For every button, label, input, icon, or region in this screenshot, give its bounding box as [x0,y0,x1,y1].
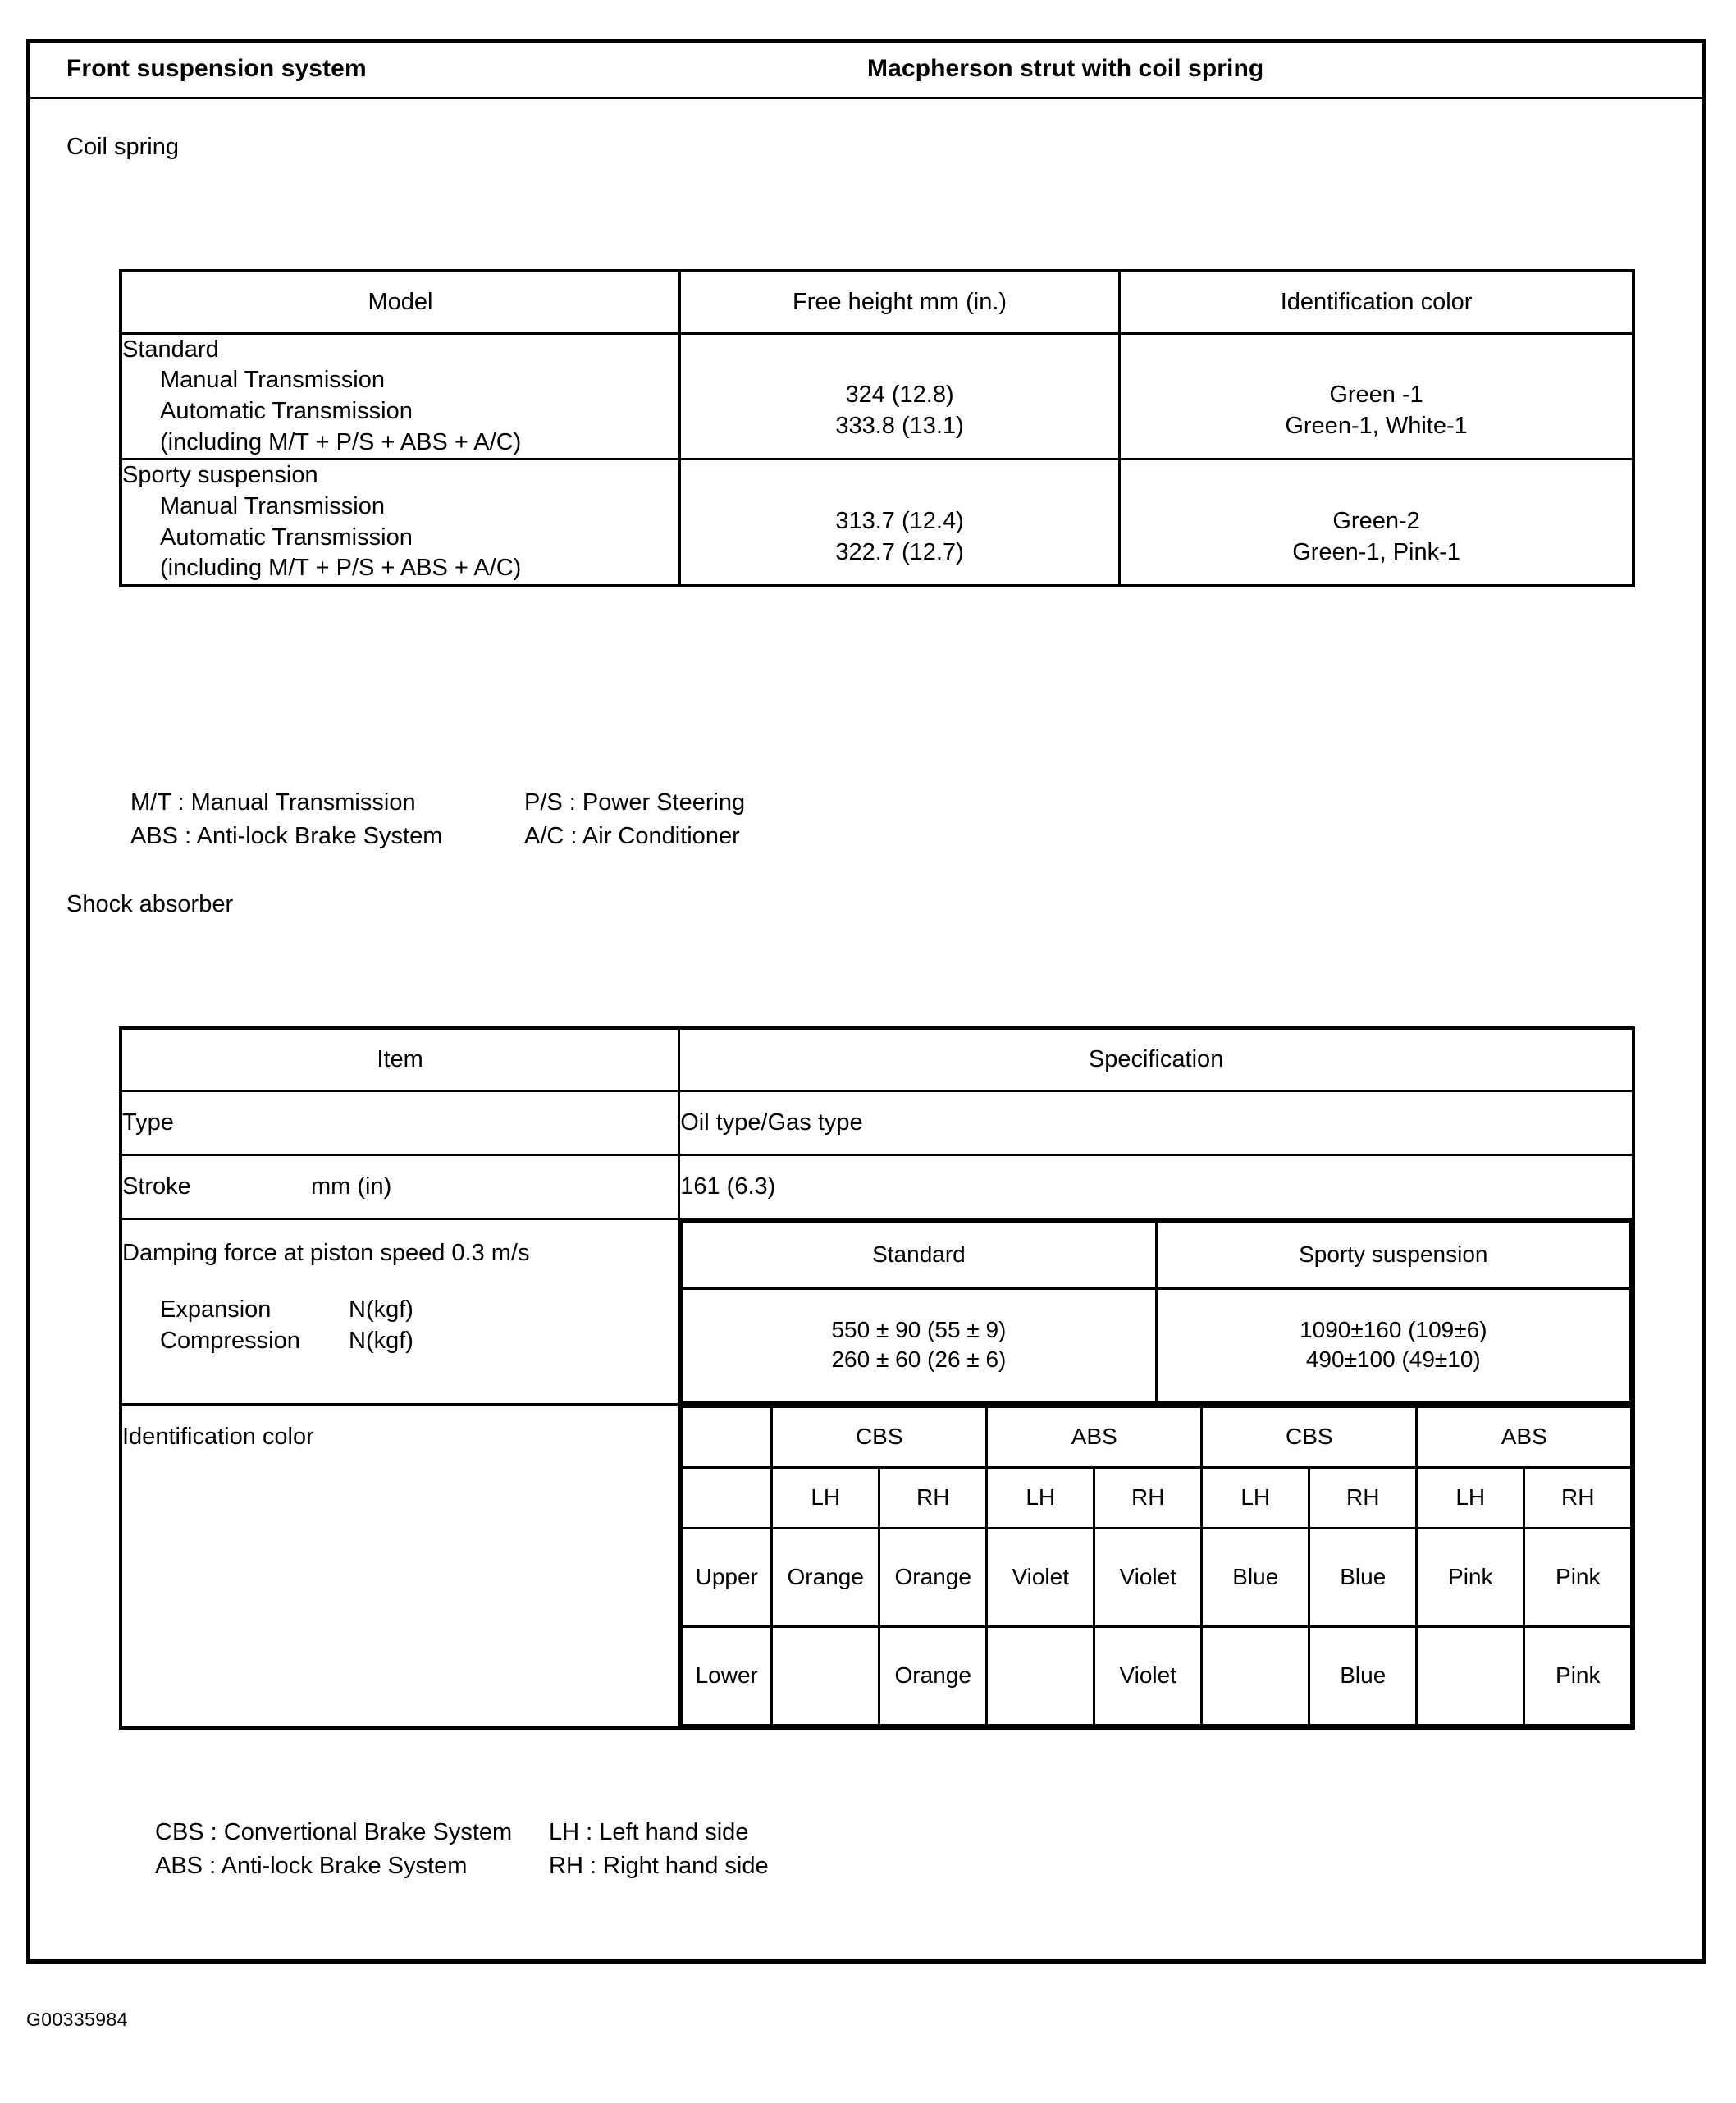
free-height-mt: 313.7 (12.4) [835,507,964,534]
color-mt: Green -1 [1329,382,1423,409]
compression-unit: N(kgf) [349,1327,413,1354]
sporty-compression: 490±100 (49±10) [1305,1346,1481,1372]
legend-abs: ABS : Anti-lock Brake System [130,823,443,850]
side-cbs-sporty-rh: RH [1309,1467,1417,1528]
header-band [30,43,1702,99]
side-row [682,1467,1632,1528]
color-at: Green-1, White-1 [1285,412,1468,439]
position-label-upper: Upper [682,1528,772,1626]
upper-abs-sporty-rh: Pink [1524,1528,1632,1626]
model-line-mt: Manual Transmission [160,367,385,394]
header-system-value: Macpherson strut with coil spring [867,55,1264,82]
damping-sub-expansion [160,1295,678,1326]
damping-variant-sporty: Sporty suspension [1156,1221,1630,1288]
brake-system-abs-standard: ABS [987,1406,1202,1467]
free-height-at: 322.7 (12.7) [835,538,964,565]
header-system-label: Front suspension system [66,55,367,82]
brake-system-cbs-sporty: CBS [1202,1406,1417,1467]
model-line-including: (including M/T + P/S + ABS + A/C) [160,555,522,582]
row-label-identification-color: Identification color [121,1404,679,1728]
brake-system-row [682,1406,1632,1467]
row-value-stroke: 161 (6.3) [679,1154,1633,1218]
row-label-damping-force [121,1218,679,1404]
legend-cbs: CBS : Convertional Brake System [155,1819,513,1845]
table-row [121,1090,1633,1154]
lower-cbs-standard-lh [772,1626,879,1725]
coil-color-standard [1120,333,1633,459]
model-line-mt: Manual Transmission [160,492,385,519]
upper-cbs-standard-lh: Orange [772,1528,879,1626]
col-header-free-height: Free height mm (in.) [679,271,1119,333]
side-abs-sporty-lh: LH [1417,1467,1524,1528]
row-label-type: Type [121,1090,679,1154]
table-row [121,1218,1633,1404]
damping-force-grid [680,1220,1632,1403]
coil-spring-table [119,269,1635,587]
col-header-item: Item [121,1028,679,1090]
side-abs-standard-rh: RH [1094,1467,1202,1528]
side-abs-standard-lh: LH [987,1467,1094,1528]
damping-title: Damping force at piston speed 0.3 m/s [122,1239,530,1266]
free-height-mt: 324 (12.8) [845,382,954,409]
upper-abs-standard-rh: Violet [1094,1528,1202,1626]
legend-rh: RH : Right hand side [549,1853,769,1880]
row-label-stroke [121,1154,679,1218]
document-reference-code: G00335984 [26,2009,128,2030]
legend-lh: LH : Left hand side [549,1819,749,1845]
table-header-row [121,271,1633,333]
lower-cbs-standard-rh: Orange [879,1626,987,1725]
model-title: Standard [122,336,219,363]
sporty-expansion: 1090±160 (109±6) [1300,1316,1487,1342]
shock-absorber-legend [155,1816,769,1883]
table-row [121,1154,1633,1218]
upper-cbs-standard-rh: Orange [879,1528,987,1626]
coil-free-height-standard [679,333,1119,459]
upper-abs-sporty-lh: Pink [1417,1528,1524,1626]
lower-abs-standard-rh: Violet [1094,1626,1202,1725]
table-row [682,1626,1632,1725]
standard-expansion: 550 ± 90 (55 ± 9) [831,1316,1007,1342]
legend-line [155,1849,769,1883]
coil-spring-legend [130,786,745,853]
identification-color-grid [680,1406,1633,1726]
table-row [121,459,1633,586]
compression-label: Compression [160,1327,300,1354]
coil-model-sporty [121,459,679,586]
table-row [121,333,1633,459]
expansion-label: Expansion [160,1296,272,1324]
row-value-identification-color [679,1404,1633,1728]
expansion-unit: N(kgf) [349,1296,413,1324]
col-header-specification: Specification [679,1028,1633,1090]
standard-compression: 260 ± 60 (26 ± 6) [831,1346,1007,1372]
model-title: Sporty suspension [122,462,318,489]
color-mt: Green-2 [1332,507,1420,534]
col-header-identification-color: Identification color [1120,271,1633,333]
stroke-label: Stroke [122,1173,191,1200]
color-at: Green-1, Pink-1 [1292,538,1460,565]
brake-system-abs-sporty: ABS [1417,1406,1632,1467]
legend-ps: P/S : Power Steering [524,789,746,816]
legend-line [130,820,745,853]
legend-mt: M/T : Manual Transmission [130,789,416,816]
lower-abs-sporty-lh [1417,1626,1524,1725]
side-abs-sporty-rh: RH [1524,1467,1632,1528]
side-cbs-standard-rh: RH [879,1467,987,1528]
upper-cbs-sporty-lh: Blue [1202,1528,1309,1626]
grid-spacer [682,1406,772,1467]
coil-free-height-sporty [679,459,1119,586]
legend-abs: ABS : Anti-lock Brake System [155,1853,468,1880]
coil-spring-caption: Coil spring [66,134,179,160]
side-cbs-sporty-lh: LH [1202,1467,1309,1528]
damping-values-standard [682,1288,1156,1401]
lower-abs-standard-lh [987,1626,1094,1725]
position-label-lower: Lower [682,1626,772,1725]
coil-model-standard [121,333,679,459]
coil-color-sporty [1120,459,1633,586]
col-header-model: Model [121,271,679,333]
damping-sub-compression [160,1326,678,1357]
lower-cbs-sporty-rh: Blue [1309,1626,1417,1725]
legend-line [130,786,745,820]
model-line-at: Automatic Transmission [160,397,413,424]
model-line-including: (including M/T + P/S + ABS + A/C) [160,428,522,455]
side-cbs-standard-lh: LH [772,1467,879,1528]
brake-system-cbs-standard: CBS [772,1406,987,1467]
damping-values-row [682,1288,1631,1401]
damping-variant-standard: Standard [682,1221,1156,1288]
row-value-type: Oil type/Gas type [679,1090,1633,1154]
lower-cbs-sporty-lh [1202,1626,1309,1725]
model-line-at: Automatic Transmission [160,523,413,551]
row-value-damping-force [679,1218,1633,1404]
stroke-unit: mm (in) [311,1173,392,1200]
grid-spacer [682,1467,772,1528]
lower-abs-sporty-rh: Pink [1524,1626,1632,1725]
legend-line [155,1816,769,1849]
upper-abs-standard-lh: Violet [987,1528,1094,1626]
table-row [121,1404,1633,1728]
legend-ac: A/C : Air Conditioner [524,823,740,850]
table-header-row [121,1028,1633,1090]
shock-absorber-caption: Shock absorber [66,891,234,917]
table-row [682,1528,1632,1626]
document-frame [26,39,1706,1964]
damping-variant-row [682,1221,1631,1288]
damping-values-sporty [1156,1288,1630,1401]
upper-cbs-sporty-rh: Blue [1309,1528,1417,1626]
shock-absorber-table [119,1026,1635,1730]
free-height-at: 333.8 (13.1) [835,412,964,439]
